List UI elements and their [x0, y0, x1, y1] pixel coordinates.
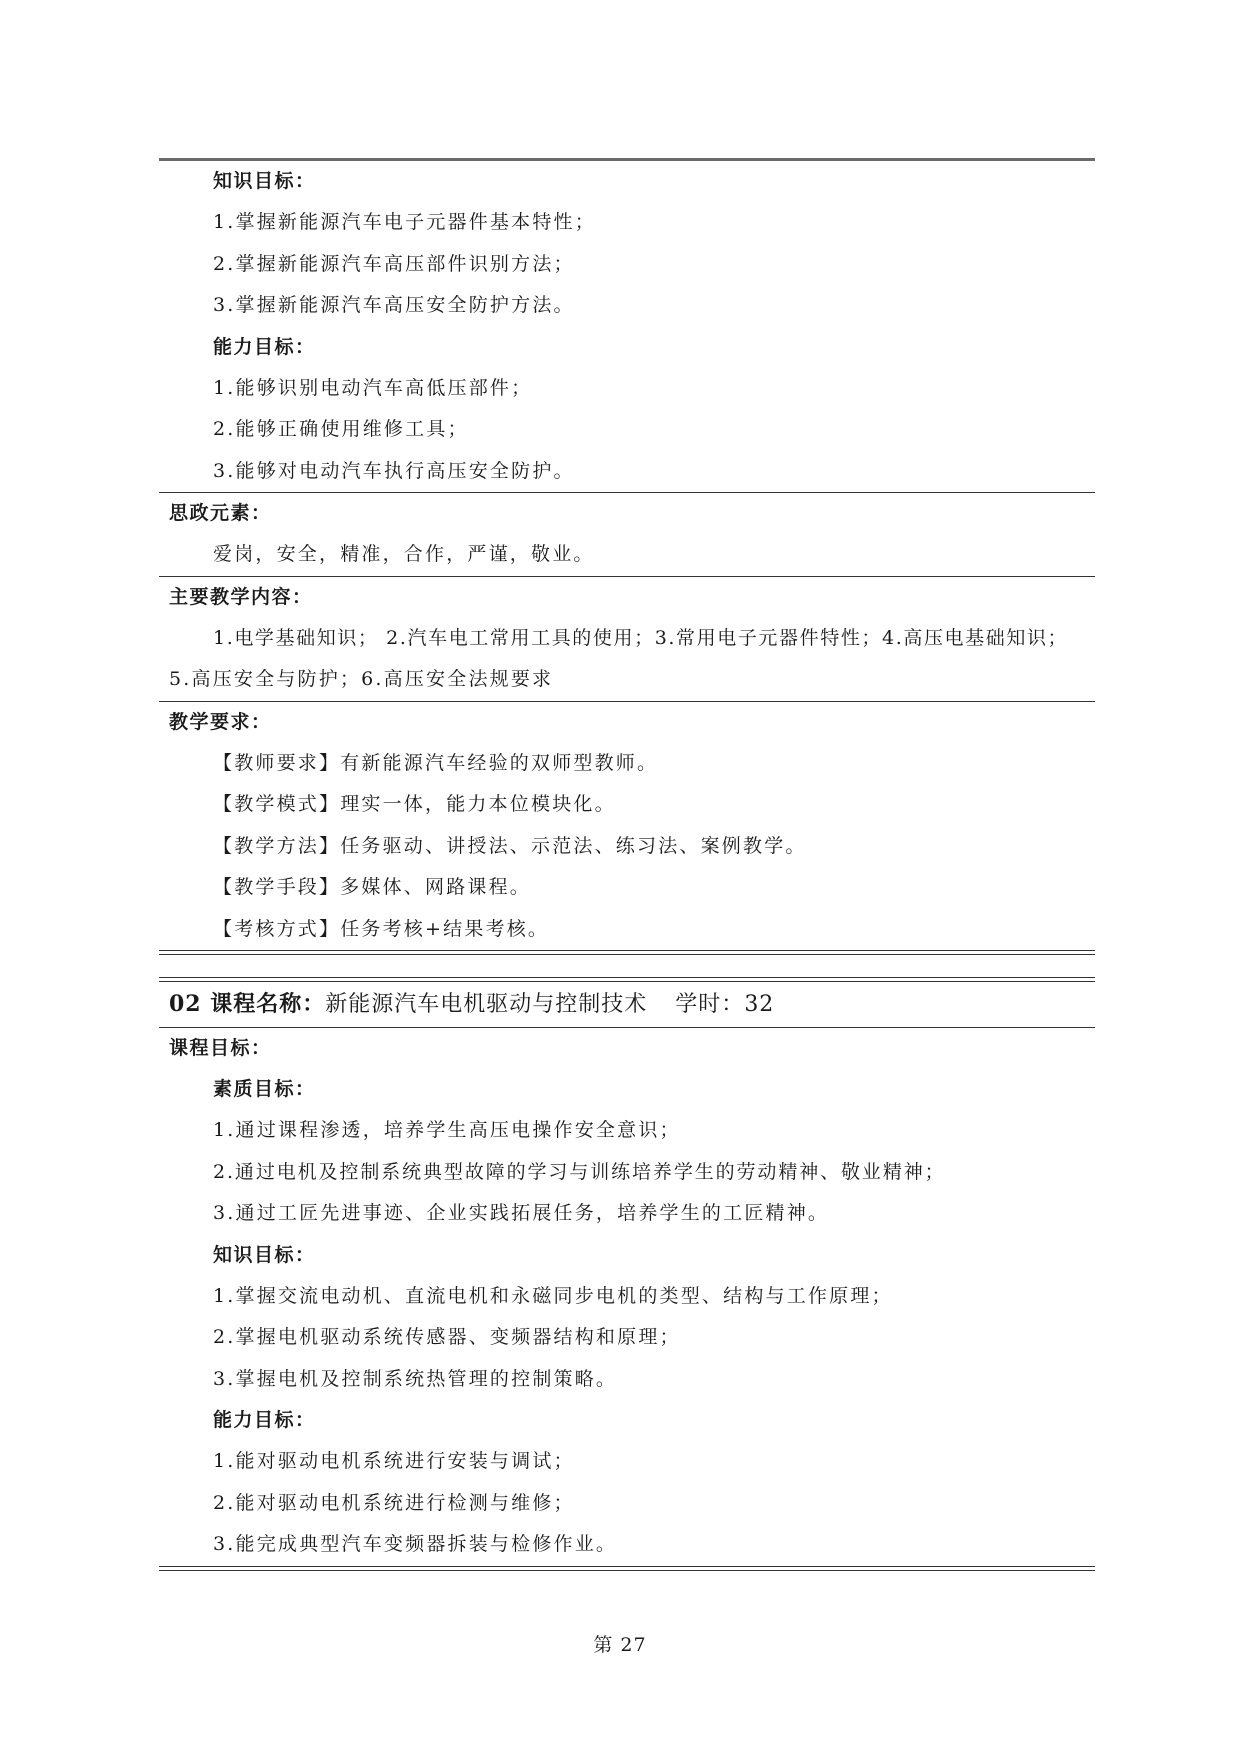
- list-item: 【教学方法】任务驱动、讲授法、示范法、练习法、案例教学。: [213, 834, 807, 857]
- page-number: 第 27: [593, 1634, 647, 1656]
- list-item: 2.通过电机及控制系统典型故障的学习与训练培养学生的劳动精神、敬业精神；: [213, 1160, 946, 1183]
- list-item: 2.掌握新能源汽车高压部件识别方法；: [213, 252, 575, 275]
- list-item: 3.能够对电动汽车执行高压安全防护。: [213, 459, 575, 482]
- ideology-heading: 思政元素：: [169, 502, 272, 524]
- course-label: 02 课程名称：: [169, 991, 326, 1017]
- course-goals-heading: 课程目标：: [169, 1037, 272, 1059]
- content-heading: 主要教学内容：: [169, 585, 313, 608]
- list-item: 3.掌握电机及控制系统热管理的控制策略。: [213, 1367, 618, 1390]
- content-text-line-2: 5.高压安全与防护；6.高压安全法规要求: [169, 668, 554, 690]
- hours-label: 学时：: [675, 992, 745, 1017]
- hours-value: 32: [744, 992, 775, 1017]
- bottom-rule: [159, 1566, 1095, 1571]
- ability-goals-heading: 能力目标：: [213, 335, 316, 358]
- page-footer: [0, 1630, 1240, 1657]
- list-item: 2.能对驱动电机系统进行检测与维修；: [213, 1491, 575, 1514]
- quality-goals-heading: 素质目标：: [213, 1078, 316, 1100]
- list-item: 1.能对驱动电机系统进行安装与调试；: [213, 1450, 575, 1472]
- list-item: 【教学手段】多媒体、网路课程。: [213, 876, 532, 898]
- list-item: 1.通过课程渗透，培养学生高压电操作安全意识；: [213, 1119, 681, 1141]
- list-item: 2.能够正确使用维修工具；: [213, 418, 469, 440]
- knowledge-goals-heading: 知识目标：: [213, 170, 316, 192]
- document-page: [159, 158, 1095, 1571]
- content-text-line-1: 1.电学基础知识； 2.汽车电工常用工具的使用；3.常用电子元器件特性；4.高压电基础知识；: [213, 626, 1069, 649]
- list-item: 1.能够识别电动汽车高低压部件；: [213, 376, 533, 399]
- list-item: 1.掌握交流电动机、直流电机和永磁同步电机的类型、结构与工作原理；: [213, 1284, 893, 1307]
- list-item: 3.掌握新能源汽车高压安全防护方法。: [213, 294, 575, 316]
- knowledge-goals-heading: 知识目标：: [213, 1243, 316, 1266]
- course-name: 新能源汽车电机驱动与控制技术: [325, 992, 648, 1017]
- requirements-heading: 教学要求：: [169, 710, 272, 733]
- ability-goals-heading: 能力目标：: [213, 1409, 316, 1431]
- list-item: 1.掌握新能源汽车电子元器件基本特性；: [213, 211, 596, 233]
- ideology-text: 爱岗，安全，精准，合作，严谨，敬业。: [213, 543, 595, 565]
- list-item: 【教学模式】理实一体，能力本位模块化。: [213, 793, 616, 815]
- list-item: 3.能完成典型汽车变频器拆装与检修作业。: [213, 1533, 618, 1555]
- list-item: 3.通过工匠先进事迹、企业实践拓展任务，培养学生的工匠精神。: [213, 1202, 830, 1224]
- list-item: 【教师要求】有新能源汽车经验的双师型教师。: [213, 751, 659, 774]
- list-item: 2.掌握电机驱动系统传感器、变频器结构和原理；: [213, 1326, 681, 1348]
- course-title: [159, 982, 1095, 1027]
- list-item: 【考核方式】任务考核+结果考核。: [213, 917, 550, 940]
